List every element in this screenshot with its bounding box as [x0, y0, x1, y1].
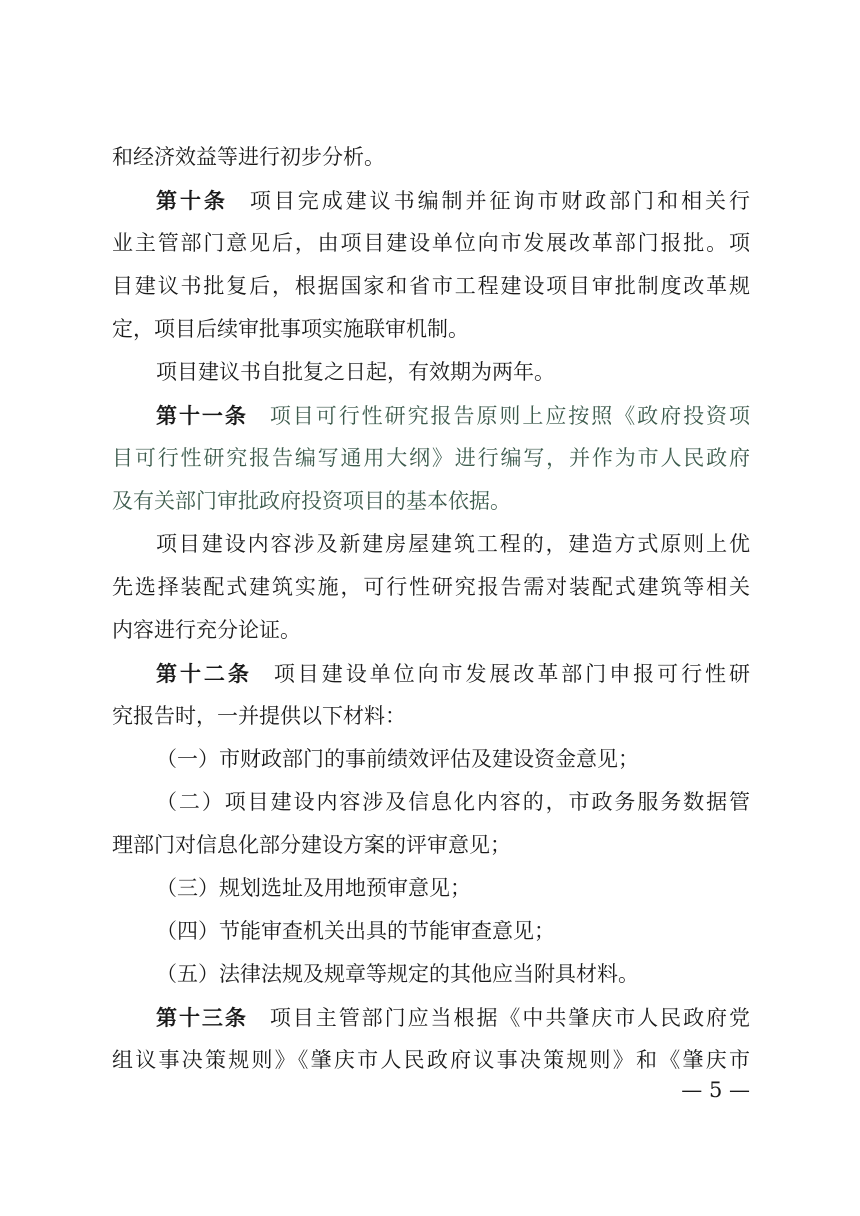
line-text: 和经济效益等进行初步分析。 — [112, 145, 385, 169]
text-line — [156, 179, 750, 222]
text-line — [156, 867, 750, 910]
text-line — [156, 996, 750, 1039]
line-text: 项目建设单位向市发展改革部门申报可行性研 — [273, 662, 751, 686]
text-line — [112, 824, 750, 867]
text-line — [112, 265, 750, 308]
article-heading: 第十一条 — [156, 403, 248, 428]
text-line — [156, 523, 750, 566]
line-text: （二）项目建设内容涉及信息化内容的，市政务服务数据管 — [156, 790, 750, 814]
article-heading: 第十条 — [156, 188, 228, 213]
line-text: 目建议书批复后，根据国家和省市工程建设项目审批制度改革规 — [112, 274, 750, 298]
line-text: （一）市财政部门的事前绩效评估及建设资金意见； — [156, 747, 639, 771]
text-line — [112, 609, 750, 652]
text-line — [156, 738, 750, 781]
line-text: 项目主管部门应当根据《中共肇庆市人民政府党 — [269, 1006, 751, 1030]
text-line — [112, 1039, 750, 1082]
text-line — [156, 953, 750, 996]
text-line — [112, 437, 750, 480]
text-line — [112, 222, 750, 265]
text-line — [112, 136, 750, 179]
text-line — [112, 566, 750, 609]
page-number: — 5 — — [681, 1078, 750, 1102]
article-heading: 第十二条 — [156, 661, 252, 686]
line-text: 业主管部门意见后，由项目建设单位向市发展改革部门报批。项 — [112, 231, 750, 255]
line-text: 究报告时，一并提供以下材料： — [112, 704, 406, 728]
line-text: 组议事决策规则》《肇庆市人民政府议事决策规则》和《肇庆市 — [112, 1048, 750, 1072]
text-line — [156, 781, 750, 824]
line-text: 及有关部门审批政府投资项目的基本依据。 — [112, 489, 511, 513]
text-line — [156, 652, 750, 695]
text-line — [156, 394, 750, 437]
line-text: （四）节能审查机关出具的节能审查意见； — [156, 919, 555, 943]
text-line — [112, 480, 750, 523]
line-text: 项目建议书自批复之日起，有效期为两年。 — [156, 360, 555, 384]
line-text: 内容进行充分论证。 — [112, 618, 301, 642]
line-text: （三）规划选址及用地预审意见； — [156, 876, 471, 900]
line-text: 项目完成建议书编制并征询市财政部门和相关行 — [249, 189, 751, 213]
text-line — [112, 695, 750, 738]
line-text: 理部门对信息化部分建设方案的评审意见； — [112, 833, 511, 857]
text-line — [112, 308, 750, 351]
line-text: 目可行性研究报告编写通用大纲》进行编写，并作为市人民政府 — [112, 446, 750, 470]
text-line — [156, 910, 750, 953]
line-text: （五）法律法规及规章等规定的其他应当附具材料。 — [156, 962, 639, 986]
text-line — [156, 351, 750, 394]
line-text: 先选择装配式建筑实施，可行性研究报告需对装配式建筑等相关 — [112, 575, 750, 599]
line-text: 项目建设内容涉及新建房屋建筑工程的，建造方式原则上优 — [156, 532, 750, 556]
line-text: 定，项目后续审批事项实施联审机制。 — [112, 317, 469, 341]
line-text: 项目可行性研究报告原则上应按照《政府投资项 — [269, 404, 751, 428]
article-heading: 第十三条 — [156, 1005, 248, 1030]
